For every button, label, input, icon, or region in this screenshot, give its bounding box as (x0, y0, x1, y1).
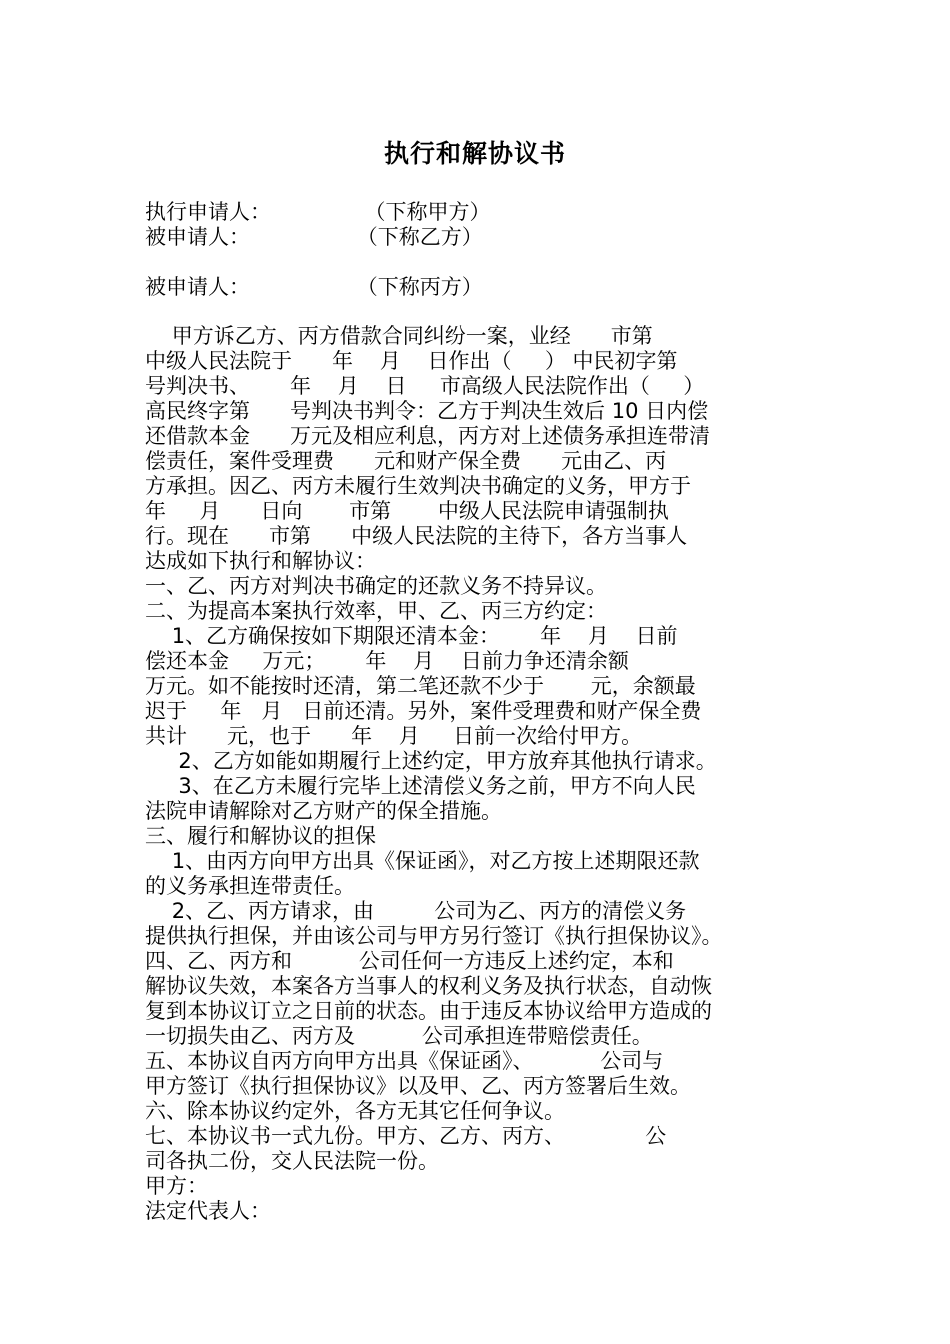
signature-legal-representative: 法定代表人： (145, 1199, 271, 1223)
party-applicant: 执行申请人： （下称甲方） (145, 200, 491, 224)
body-line: 2、乙、丙方请求，由 公司为乙、丙方的清偿义务 (145, 899, 687, 923)
clause-5: 五、本协议自丙方向甲方出具《保证函》、 公司与 (145, 1049, 664, 1073)
body-line: 偿还本金 万元； 年 月 日前力争还清余额 (145, 649, 629, 673)
body-line: 一切损失由乙、丙方及 公司承担连带赔偿责任。 (145, 1024, 653, 1048)
party-respondent-c: 被申请人： （下称丙方） (145, 275, 483, 299)
body-line: 中级人民法院于 年 月 日作出（ ） 中民初字第 (145, 349, 678, 373)
body-line: 高民终字第 号判决书判令：乙方于判决生效后 10 日内偿 (145, 399, 709, 423)
body-line: 万元。如不能按时还清，第二笔还款不少于 元，余额最 (145, 674, 696, 698)
body-line: 司各执二份，交人民法院一份。 (145, 1149, 439, 1173)
body-line: 方承担。因乙、丙方未履行生效判决书确定的义务，甲方于 (145, 474, 691, 498)
clause-7: 七、本协议书一式九份。甲方、乙方、丙方、 公 (145, 1124, 667, 1148)
clause-4: 四、乙、丙方和 公司任何一方违反上述约定，本和 (145, 949, 674, 973)
body-line: 年 月 日向 市第 中级人民法院申请强制执 (145, 499, 669, 523)
body-line: 号判决书、 年 月 日 市高级人民法院作出（ ） (145, 374, 705, 398)
body-line: 2、乙方如能如期履行上述约定，甲方放弃其他执行请求。 (145, 749, 717, 773)
body-line: 1、乙方确保按如下期限还清本金： 年 月 日前 (145, 624, 678, 648)
body-line: 3、在乙方未履行完毕上述清偿义务之前，甲方不向人民 (145, 774, 696, 798)
party-respondent-b: 被申请人： （下称乙方） (145, 225, 483, 249)
clause-2: 二、为提高本案执行效率，甲、乙、丙三方约定： (145, 599, 607, 623)
signature-party-a: 甲方： (145, 1174, 208, 1198)
clause-6: 六、除本协议约定外，各方无其它任何争议。 (145, 1099, 565, 1123)
body-line: 共计 元，也于 年 月 日前一次给付甲方。 (145, 724, 643, 748)
body-line: 偿责任，案件受理费 元和财产保全费 元由乙、丙 (145, 449, 667, 473)
body-line: 甲方签订《执行担保协议》以及甲、乙、丙方签署后生效。 (145, 1074, 691, 1098)
body-line: 提供执行担保，并由该公司与甲方另行签订《执行担保协议》。 (145, 924, 723, 948)
body-line: 法院申请解除对乙方财产的保全措施。 (145, 799, 502, 823)
clause-3: 三、履行和解协议的担保 (145, 824, 376, 848)
body-line: 行。现在 市第 中级人民法院的主待下，各方当事人 (145, 524, 688, 548)
body-line: 解协议失效，本案各方当事人的权利义务及执行状态，自动恢 (145, 974, 712, 998)
body-line: 复到本协议订立之日前的状态。由于违反本协议给甲方造成的 (145, 999, 712, 1023)
body-line: 还借款本金 万元及相应利息，丙方对上述债务承担连带清 (145, 424, 711, 448)
body-line: 达成如下执行和解协议： (145, 549, 376, 573)
body-line: 迟于 年 月 日前还清。另外，案件受理费和财产保全费 (145, 699, 702, 723)
document-title: 执行和解协议书 (383, 139, 566, 168)
body-line: 的义务承担连带责任。 (145, 874, 355, 898)
clause-1: 一、乙、丙方对判决书确定的还款义务不持异议。 (145, 574, 607, 598)
body-line: 甲方诉乙方、丙方借款合同纠纷一案，业经 市第 (145, 324, 653, 348)
body-line: 1、由丙方向甲方出具《保证函》，对乙方按上述期限还款 (145, 849, 700, 873)
